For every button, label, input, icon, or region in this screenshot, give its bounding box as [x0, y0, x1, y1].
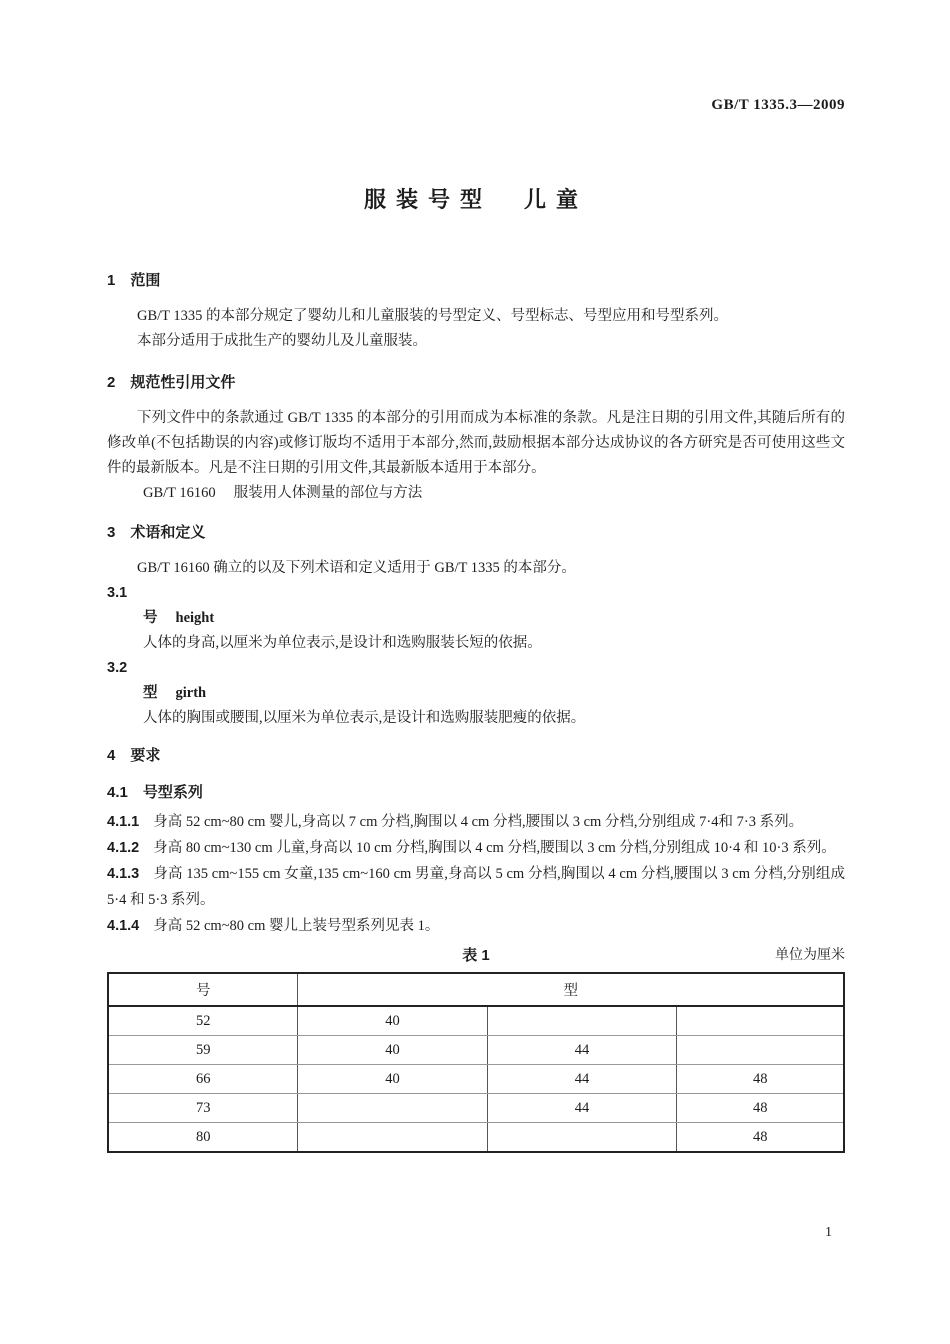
- table-cell: [298, 1123, 487, 1153]
- table-cell: 80: [108, 1123, 298, 1153]
- clause-4-1-1-text: 身高 52 cm~80 cm 婴儿,身高以 7 cm 分档,胸围以 4 cm 分档,腰围以 3 cm 分档,分别组成 7·4和 7·3 系列。: [153, 814, 804, 830]
- column-header-xing: 型: [298, 973, 844, 1006]
- clause-4-1-4-text: 身高 52 cm~80 cm 婴儿上装号型系列见表 1。: [153, 918, 440, 934]
- table-cell: [677, 1006, 844, 1036]
- clause-4-1-3-number: 4.1.3: [107, 866, 140, 882]
- section-2-heading: 2 规范性引用文件: [107, 374, 236, 391]
- clause-4-1-2: [107, 835, 845, 861]
- section-1-paragraph: 本部分适用于成批生产的婴幼儿及儿童服装。: [137, 333, 427, 349]
- page-number: 1: [825, 1225, 832, 1240]
- table-cell: [487, 1123, 677, 1153]
- term-1-title: [107, 606, 845, 631]
- clause-4-1-3: [107, 861, 845, 913]
- page-content: [107, 0, 845, 1153]
- table-cell: 44: [487, 1094, 677, 1123]
- table-cell: [677, 1036, 844, 1065]
- table-cell: [298, 1094, 487, 1123]
- section-3-heading: 3 术语和定义: [107, 524, 206, 541]
- section-4-1-heading: 4.1 号型系列: [107, 784, 203, 801]
- table-caption: 表 1: [462, 947, 490, 964]
- section-3-paragraph: GB/T 16160 确立的以及下列术语和定义适用于 GB/T 1335 的本部分。: [137, 560, 576, 576]
- clause-4-1-4: [107, 913, 845, 939]
- table-cell: 44: [487, 1065, 677, 1094]
- table-caption-row: [107, 945, 845, 967]
- clause-4-1-4-number: 4.1.4: [107, 918, 140, 934]
- table-row: [108, 1123, 844, 1153]
- table-cell: [487, 1006, 677, 1036]
- table-cell: 44: [487, 1036, 677, 1065]
- table-row: [108, 1006, 844, 1036]
- table-cell: 40: [298, 1006, 487, 1036]
- section-2-paragraph: 下列文件中的条款通过 GB/T 1335 的本部分的引用而成为本标准的条款。凡是注日期的引用文件,其随后所有的修改单(不包括勘误的内容)或修订版均不适用于本部分,然而,鼓励根据本部分达成协议的各方研究是否可使用这些文件的最新版本。凡是不注日期的引用文件,其最新版本适用于本部分。: [107, 410, 845, 476]
- table-cell: 40: [298, 1065, 487, 1094]
- section-1-paragraph: GB/T 1335 的本部分规定了婴幼儿和儿童服装的号型定义、号型标志、号型应用和号型系列。: [137, 308, 729, 324]
- clause-4-1-1-number: 4.1.1: [107, 814, 140, 830]
- term-2-en: girth: [175, 685, 207, 701]
- table-cell: 48: [677, 1094, 844, 1123]
- table-cell: 59: [108, 1036, 298, 1065]
- normative-reference: GB/T 16160 服装用人体测量的部位与方法: [143, 485, 423, 501]
- table-header-row: [108, 973, 844, 1006]
- section-1-heading: 1 范围: [107, 272, 161, 289]
- term-2-definition: 人体的胸围或腰围,以厘米为单位表示,是设计和选购服装肥瘦的依据。: [143, 710, 586, 726]
- table-cell: 40: [298, 1036, 487, 1065]
- term-2-number: 3.2: [107, 660, 128, 676]
- term-2-title: [107, 681, 845, 706]
- term-1-number: 3.1: [107, 585, 128, 601]
- table-cell: 48: [677, 1123, 844, 1153]
- section-4-heading: 4 要求: [107, 747, 161, 764]
- size-series-table: [107, 972, 845, 1153]
- clause-4-1-3-text: 身高 135 cm~155 cm 女童,135 cm~160 cm 男童,身高以 5 cm 分档,胸围以 4 cm 分档,腰围以 3 cm 分档,分别组成 5·4 和 5·3 系列。: [107, 866, 845, 908]
- table-row: [108, 1094, 844, 1123]
- term-1-zh: 号: [143, 610, 158, 626]
- table-row: [108, 1036, 844, 1065]
- term-1-definition: 人体的身高,以厘米为单位表示,是设计和选购服装长短的依据。: [143, 635, 542, 651]
- column-header-hao: 号: [108, 973, 298, 1006]
- table-cell: 73: [108, 1094, 298, 1123]
- table-cell: 48: [677, 1065, 844, 1094]
- table-row: [108, 1065, 844, 1094]
- term-2-zh: 型: [143, 685, 158, 701]
- standard-number: GB/T 1335.3—2009: [711, 97, 845, 113]
- table-unit-note: 单位为厘米: [775, 948, 845, 963]
- clause-4-1-2-text: 身高 80 cm~130 cm 儿童,身高以 10 cm 分档,胸围以 4 cm 分档,腰围以 3 cm 分档,分别组成 10·4 和 10·3 系列。: [153, 840, 836, 856]
- table-cell: 52: [108, 1006, 298, 1036]
- clause-4-1-1: [107, 809, 845, 835]
- table-cell: 66: [108, 1065, 298, 1094]
- clause-4-1-2-number: 4.1.2: [107, 840, 140, 856]
- document-title: 服装号型 儿童: [363, 187, 588, 212]
- term-1-en: height: [175, 610, 215, 626]
